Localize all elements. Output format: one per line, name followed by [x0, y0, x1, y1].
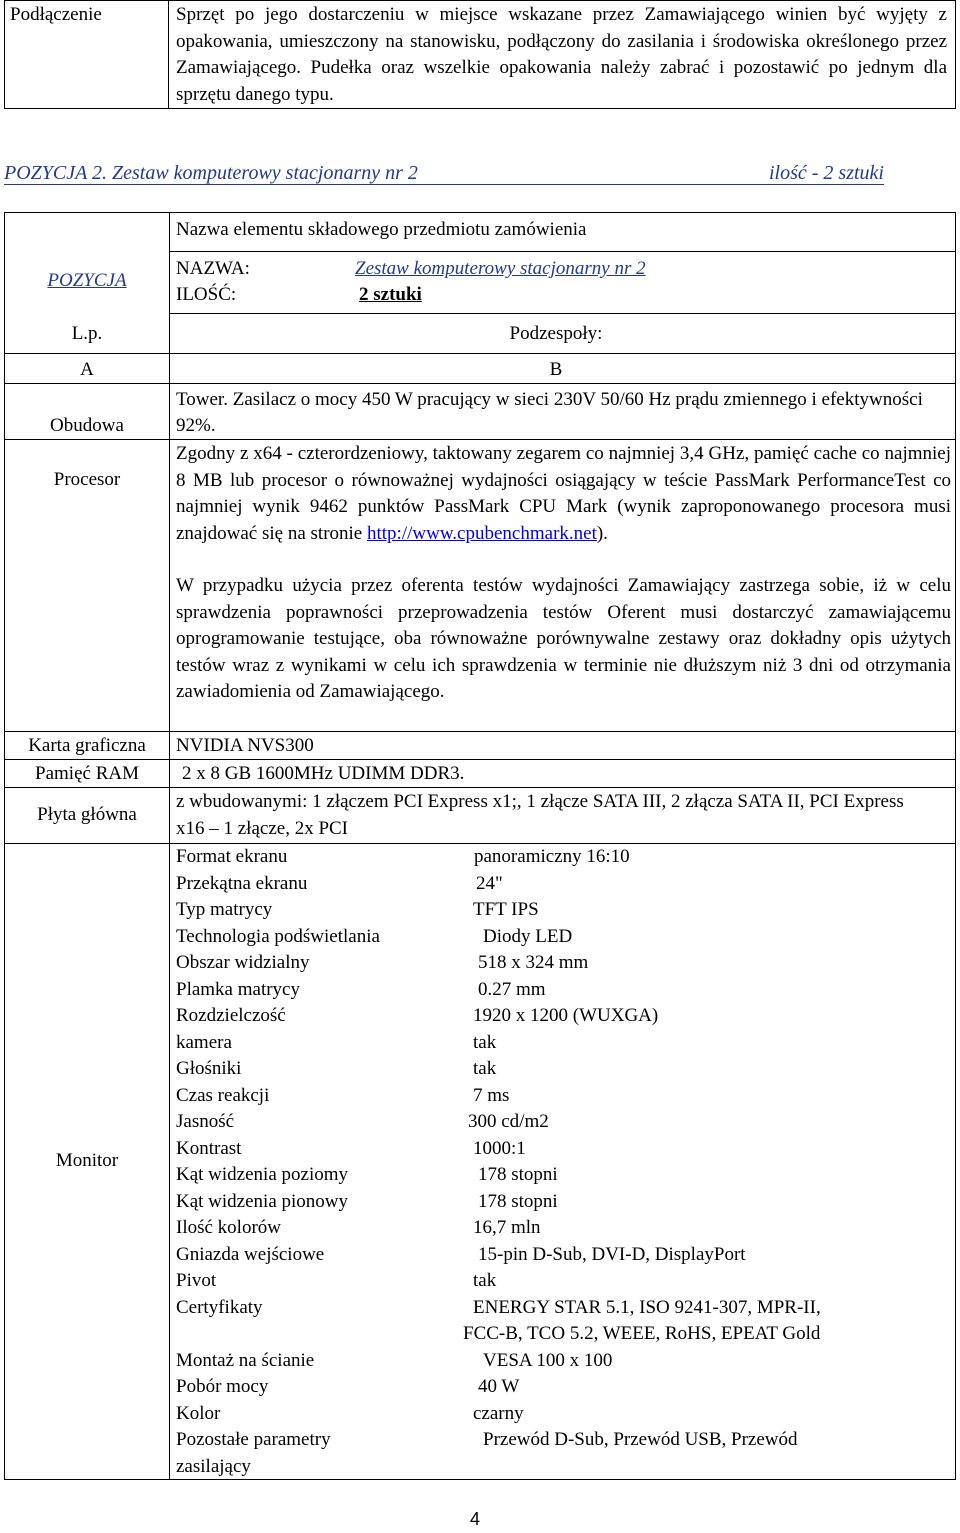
monitor-spec-row — [176, 1348, 951, 1375]
monitor-spec-value: 16,7 mln — [473, 1217, 541, 1238]
ilosc-value: 2 sztuki — [359, 284, 422, 305]
monitor-spec-value: Przewód D-Sub, Przewód USB, Przewód — [483, 1429, 798, 1450]
monitor-spec-value: 178 stopni — [478, 1164, 558, 1185]
procesor-test-text: W przypadku użycia przez oferenta testów wydajności Zamawiający zastrzega sobie, iż w celu sprawdzenia poprawności przeprowadzenia testów Oferent musi dostarczyć zamawiającemu oprogramowanie testujące, oba równoważne porównywalne zestawy oraz dokładny opis użytych testów wraz z wynikami w celu ich sprawdzenia w terminie nie dłuższym niż 3 dni od otrzymania zawiadomienia od Zamawiającego. — [176, 575, 951, 702]
header-line-2 — [169, 313, 955, 314]
podzespoly-label: Podzespoły: — [509, 323, 603, 344]
monitor-label: Monitor — [55, 1150, 119, 1171]
obudowa-text: Tower. Zasilacz o mocy 450 W pracujący w sieci 230V 50/60 Hz prądu zmiennego i efektywności 92%. — [176, 389, 923, 436]
monitor-spec-value: FCC-B, TCO 5.2, WEEE, RoHS, EPEAT Gold — [463, 1323, 821, 1344]
header-line-1 — [169, 251, 955, 252]
monitor-spec-row — [176, 977, 951, 1004]
column-divider — [169, 213, 170, 1479]
lp-label: L.p. — [71, 323, 103, 344]
monitor-spec-row — [176, 1427, 951, 1454]
monitor-spec-value: panoramiczny 16:10 — [474, 846, 630, 867]
monitor-spec-key: Technologia podświetlania — [176, 925, 380, 947]
monitor-spec-key: Obszar widzialny — [176, 952, 310, 973]
procesor-text-main: Zgodny z x64 - czterordzeniowy, taktowany zegarem co najmniej 3,4 GHz, pamięć cache co najmniej 8 MB lub procesor o równoważnej wydajności osiągający w teście PassMark PerformanceTest co najmniej wynik 9462 punktów PassMark CPU Mark (wynik zaproponowanego procesora musi znajdować się na stronie — [176, 443, 951, 544]
monitor-spec-row — [176, 1162, 951, 1189]
monitor-spec-row — [176, 1189, 951, 1216]
monitor-spec-key: Przekątna ekranu — [176, 872, 308, 894]
monitor-spec-key: Gniazda wejściowe — [176, 1243, 325, 1265]
section-heading-quantity: ilość - 2 sztuki — [769, 162, 884, 184]
obudowa-label: Obudowa — [50, 415, 124, 436]
karta-label: Karta graficzna — [28, 735, 146, 756]
col-b-label: B — [549, 359, 563, 380]
monitor-spec-row — [176, 1295, 951, 1322]
monitor-spec-row — [176, 871, 951, 898]
monitor-spec-key: Jasność — [176, 1111, 235, 1132]
monitor-spec-key: Kąt widzenia pionowy — [176, 1190, 349, 1212]
nazwa-value: Zestaw komputerowy stacjonarny nr 2 — [355, 258, 646, 279]
procesor-text-end: ). — [596, 522, 608, 544]
monitor-spec-value: 15-pin D-Sub, DVI-D, DisplayPort — [478, 1243, 746, 1265]
ilosc-label: ILOŚĆ: — [176, 284, 237, 305]
monitor-spec-value: tak — [473, 1058, 497, 1079]
monitor-spec-value: VESA 100 x 100 — [483, 1349, 613, 1371]
page-number: 4 — [470, 1509, 481, 1529]
cpubenchmark-link[interactable]: http://www.cpubenchmark.net — [366, 522, 597, 544]
monitor-spec-row — [176, 1401, 951, 1428]
monitor-spec-row — [176, 1321, 951, 1348]
monitor-spec-value: 1000:1 — [473, 1137, 526, 1159]
procesor-text — [176, 441, 951, 547]
monitor-spec-key: Format ekranu — [176, 846, 288, 867]
monitor-spec-value: 300 cd/m2 — [468, 1111, 549, 1132]
row-line-obudowa — [5, 439, 955, 440]
monitor-spec-row — [176, 1454, 951, 1481]
monitor-spec-key: Pivot — [176, 1270, 217, 1291]
monitor-spec-row — [176, 1374, 951, 1401]
header-line-3 — [5, 353, 955, 354]
row-line-pamiec — [5, 787, 955, 788]
monitor-spec-row — [176, 844, 951, 871]
monitor-spec-value: 178 stopni — [478, 1190, 558, 1212]
section-heading — [4, 160, 884, 188]
monitor-spec-value: 40 W — [478, 1376, 520, 1397]
row-line-procesor — [5, 731, 955, 732]
heading-underline — [4, 184, 884, 185]
connection-label: Podłączenie — [5, 1, 169, 108]
monitor-spec-value: czarny — [473, 1402, 524, 1424]
monitor-spec-value: TFT IPS — [473, 899, 539, 920]
element-title: Nazwa elementu składowego przedmiotu zamówienia — [176, 219, 587, 240]
monitor-spec-row — [176, 1083, 951, 1110]
connection-table — [4, 0, 956, 109]
monitor-spec-value: tak — [473, 1031, 497, 1053]
monitor-spec-value: tak — [473, 1270, 497, 1291]
pamiec-label: Pamięć RAM — [35, 763, 139, 784]
monitor-spec-key: Montaż na ścianie — [176, 1349, 315, 1371]
monitor-spec-key: Ilość kolorów — [176, 1217, 282, 1238]
connection-text: Sprzęt po jego dostarczeniu w miejsce wskazane przez Zamawiającego winien być wyjęty z opakowania, umieszczony na stanowisku, podłączony do zasilania i środowiska określonego przez Zamawiającego. Pudełka oraz wszelkie opakowania należy zabrać i pozostawić po jednym dla sprzętu danego typu. — [176, 4, 947, 105]
monitor-spec-key: Rozdzielczość — [176, 1005, 286, 1026]
monitor-spec-key: Certyfikaty — [176, 1296, 263, 1318]
monitor-spec-row — [176, 1268, 951, 1295]
monitor-spec-value: 1920 x 1200 (WUXGA) — [473, 1005, 659, 1026]
monitor-spec-key: Plamka matrycy — [176, 978, 300, 1000]
pozycja-label: POZYCJA — [47, 270, 127, 291]
monitor-spec-value: 7 ms — [473, 1084, 510, 1106]
monitor-spec-value: 0.27 mm — [478, 978, 546, 1000]
monitor-spec-row — [176, 1003, 951, 1030]
section-heading-title: POZYCJA 2. Zestaw komputerowy stacjonarny nr 2 — [4, 162, 418, 184]
spec-table — [4, 212, 956, 1480]
plyta-text: z wbudowanymi: 1 złączem PCI Express x1;, 1 złącze SATA III, 2 złącza SATA II, PCI Express x16 – 1 złącze, 2x PCI — [176, 791, 904, 839]
monitor-spec-row — [176, 950, 951, 977]
nazwa-label: NAZWA: — [176, 258, 250, 279]
monitor-spec-key: Kontrast — [176, 1137, 242, 1159]
header-line-4 — [5, 383, 955, 384]
monitor-spec-key: zasilający — [176, 1455, 251, 1477]
monitor-spec-key: Pobór mocy — [176, 1376, 269, 1397]
monitor-spec-value: ENERGY STAR 5.1, ISO 9241-307, MPR-II, — [473, 1296, 821, 1318]
procesor-label: Procesor — [53, 469, 121, 490]
monitor-spec-row — [176, 924, 951, 951]
col-a-label: A — [80, 359, 94, 380]
monitor-spec-value: 518 x 324 mm — [478, 952, 589, 973]
monitor-spec-key: Kąt widzenia poziomy — [176, 1164, 349, 1185]
monitor-spec-key: Kolor — [176, 1402, 221, 1424]
karta-text: NVIDIA NVS300 — [176, 735, 314, 756]
monitor-spec-key: Pozostałe parametry — [176, 1429, 331, 1450]
monitor-spec-row — [176, 1136, 951, 1163]
pamiec-text: 2 x 8 GB 1600MHz UDIMM DDR3. — [182, 763, 465, 784]
monitor-spec-key: kamera — [176, 1031, 232, 1053]
monitor-spec-row — [176, 1242, 951, 1269]
monitor-spec-row — [176, 1215, 951, 1242]
monitor-spec-row — [176, 1109, 951, 1136]
monitor-spec-row — [176, 1030, 951, 1057]
monitor-spec-row — [176, 897, 951, 924]
monitor-spec-value: 24" — [476, 872, 503, 894]
monitor-spec-key: Typ matrycy — [176, 899, 273, 920]
plyta-label: Płyta główna — [37, 804, 137, 825]
monitor-spec-key: Czas reakcji — [176, 1084, 270, 1106]
row-line-karta — [5, 759, 955, 760]
monitor-spec-key: Głośniki — [176, 1058, 242, 1079]
monitor-spec-value: Diody LED — [483, 925, 573, 947]
monitor-spec-row — [176, 1056, 951, 1083]
